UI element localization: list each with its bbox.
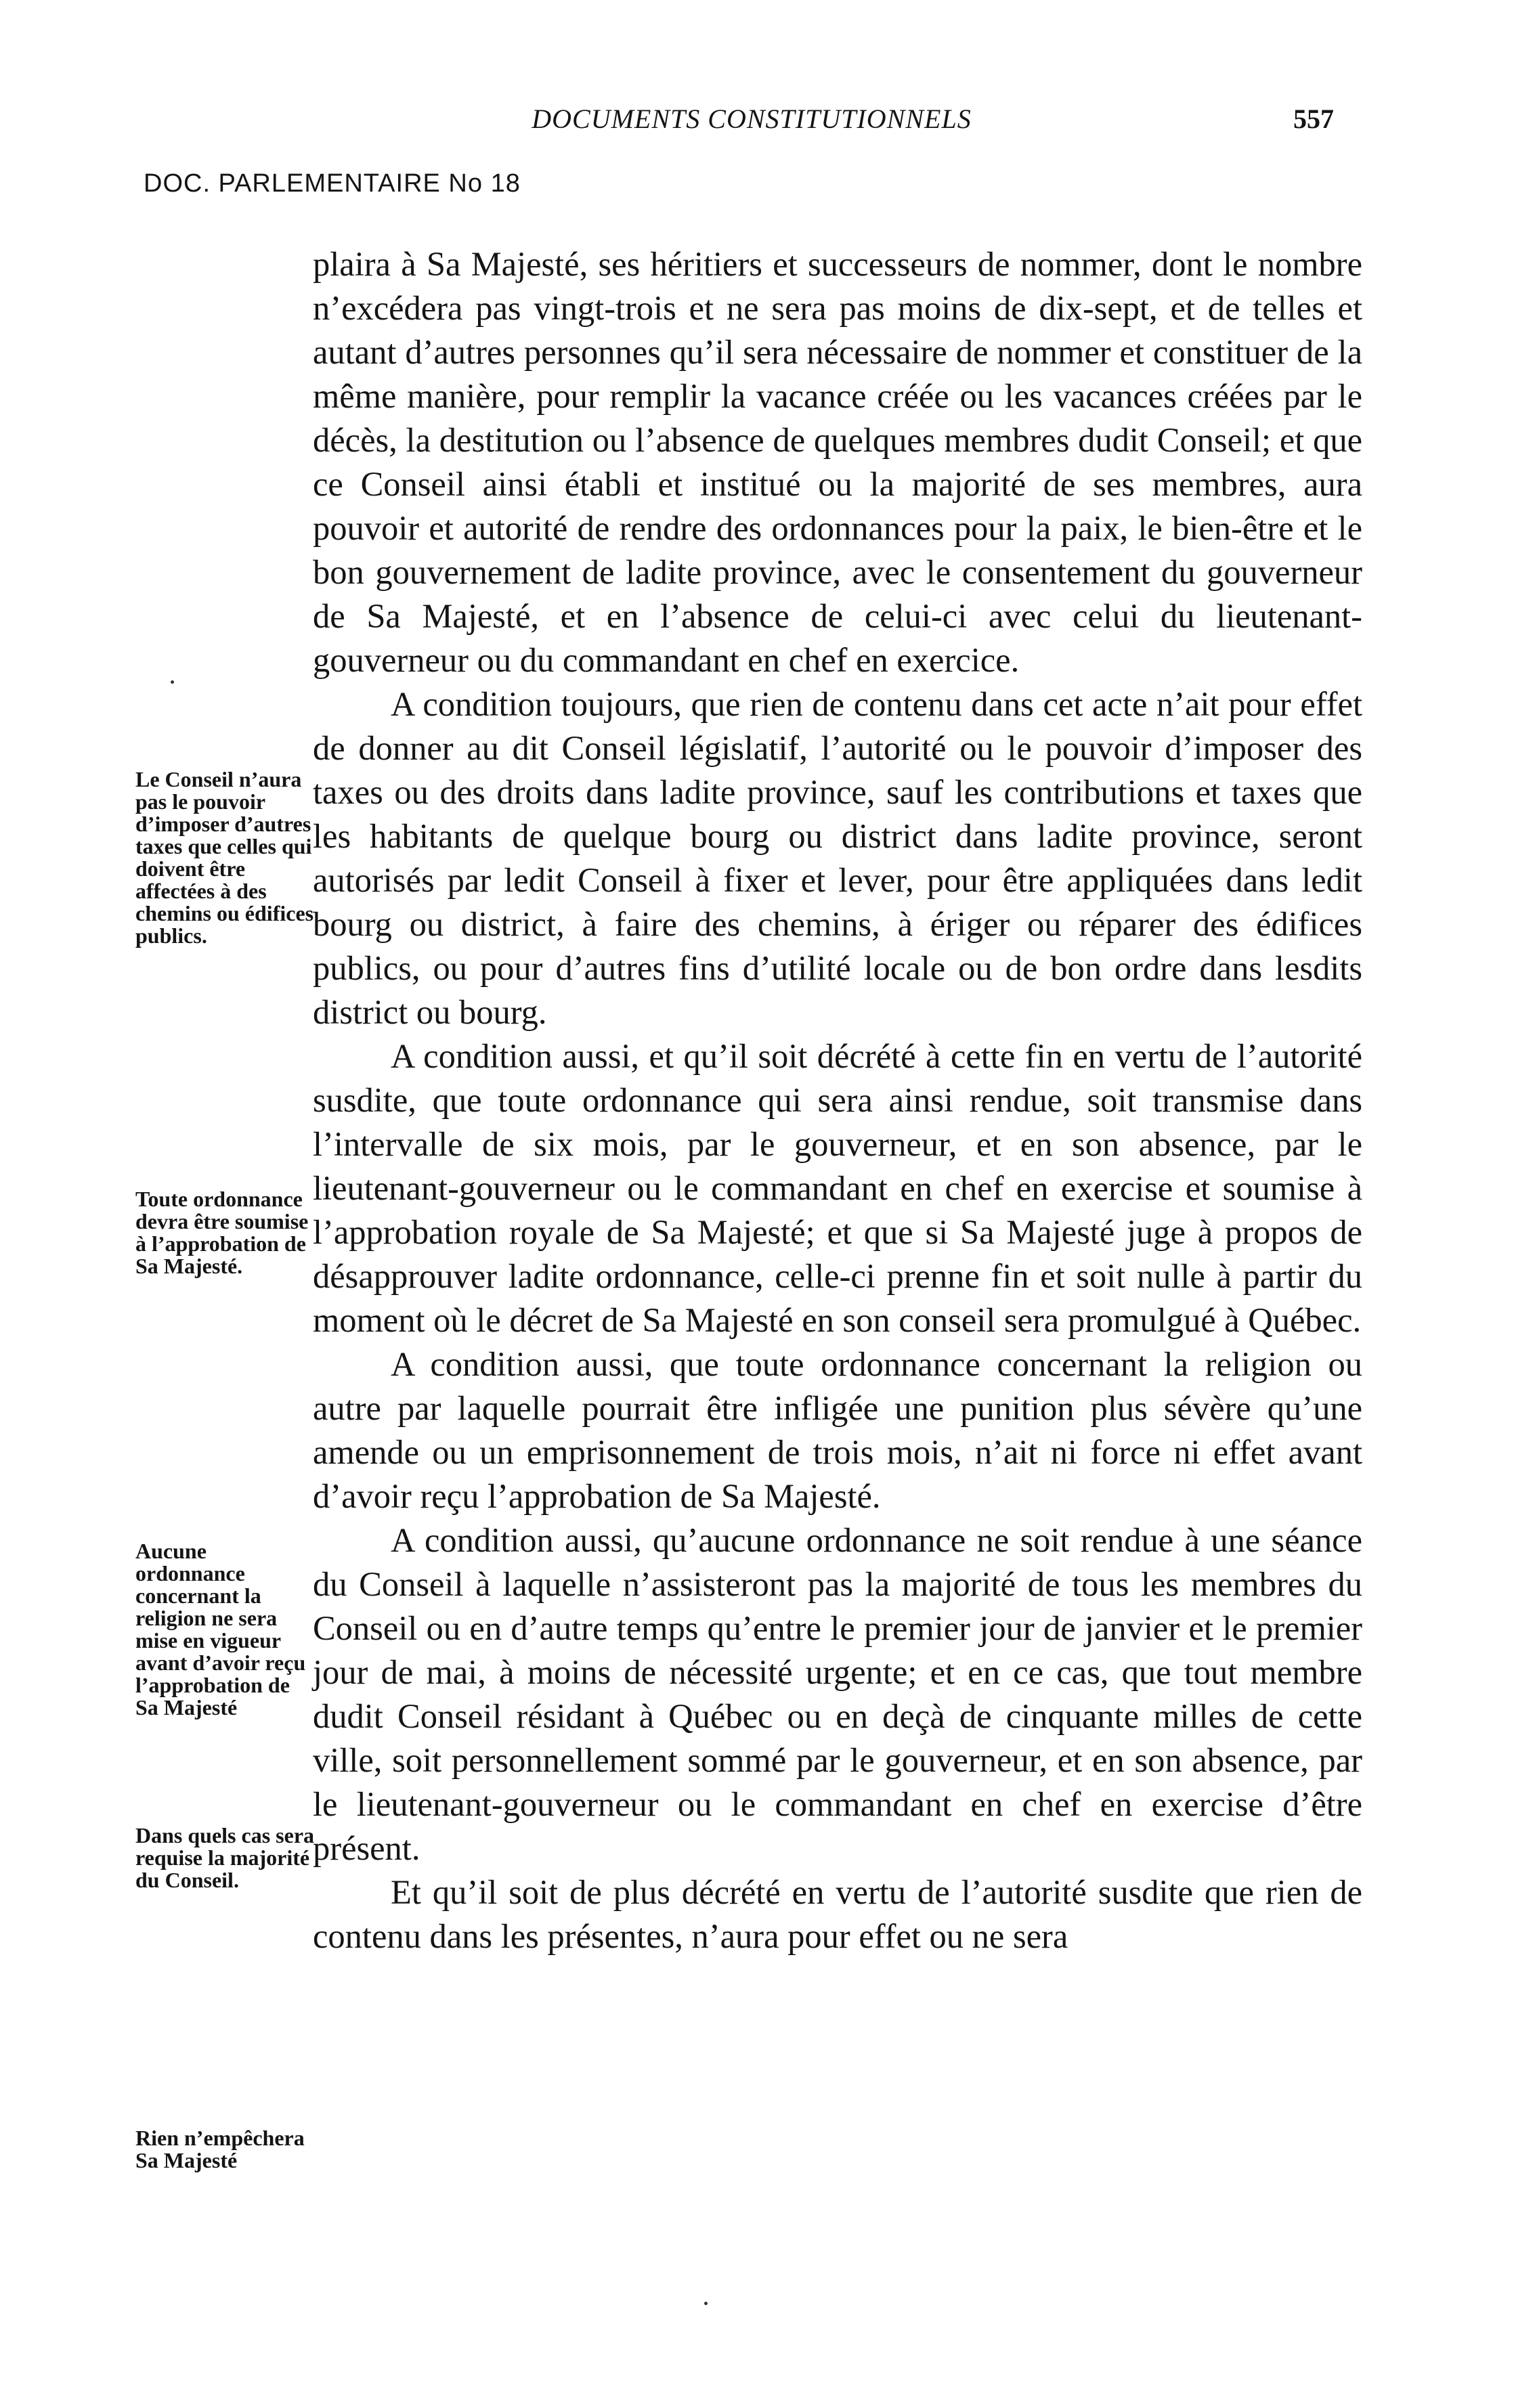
scan-speck: [171, 680, 174, 684]
body-text: [313, 242, 1362, 1958]
margin-note-rien-empechera: Rien n’empêchera Sa Majesté: [135, 2126, 305, 2172]
paragraph-ordonnance-approbation: A condition aussi, et qu’il soit décrété à cette fin en vertu de l’autorité susdite, que toute ordonnance qui sera ainsi rendue, soit transmise dans l’intervalle de six mois, par le gouverneur, et en son absence, par le lieutenant-gouverneur ou le commandant en chef en exercise et soumise à l’approbation royale de Sa Majesté; et que si Sa Majesté juge à propos de désapprouver ladite ordonnance, celle-ci prenne fin et soit nulle à partir du moment où le décret de Sa Majesté en son conseil sera promulgué à Québec.: [313, 1037, 1362, 1339]
paragraph-majorite: A condition aussi, qu’aucune ordonnance ne soit rendue à une séance du Conseil à laquelle n’assisteront pas la majorité de tous les membres du Conseil ou en d’autre temps qu’entre le premier jour de janvier et le premier jour de mai, à moins de nécessité urgente; et en ce cas, que tout membre dudit Conseil résidant à Québec ou en deçà de cinquante milles de cette ville, soit personnellement sommé par le gouverneur, et en son absence, par le lieutenant-gouverneur ou le commandant en chef en exercise d’être présent.: [313, 1521, 1362, 1867]
paragraph-continued: plaira à Sa Majesté, ses héritiers et successeurs de nommer, dont le nombre n’excédera pas vingt-trois et ne sera pas moins de dix-sept, et de telles et autant d’autres personnes qu’il sera nécessaire de nommer et constituer de la même manière, pour remplir la vacance créée ou les vacances créées par le décès, la destitution ou l’absence de quelques membres dudit Conseil; et que ce Conseil ainsi établi et institué ou la majorité de ses membres, aura pouvoir et autorité de rendre des ordonnances pour la paix, le bien-être et le bon gouvernement de ladite province, avec le consentement du gouverneur de Sa Majesté, et en l’absence de celui-ci avec celui du lieutenant-gouverneur ou du commandant en chef en exercice.: [313, 245, 1362, 679]
paragraph-religion: A condition aussi, que toute ordonnance concernant la religion ou autre par laquelle pourrait être infligée une punition plus sévère qu’une amende ou un emprisonnement de trois mois, n’ait ni force ni effet avant d’avoir reçu l’approbation de Sa Majesté.: [313, 1345, 1362, 1515]
running-title: DOCUMENTS CONSTITUTIONNELS: [532, 104, 972, 134]
margin-note-religion: Aucune ordonnance concernant la religion ne sera mise en vigueur avant d’avoir reçu l’approbation de Sa Majesté: [135, 1539, 306, 1720]
scan-speck: [704, 2302, 708, 2305]
margin-note-majorite: Dans quels cas sera requise la majorité du Conseil.: [135, 1823, 315, 1892]
document-reference: DOC. PARLEMENTAIRE No 18: [144, 169, 521, 198]
paragraph-rien-empechera: Et qu’il soit de plus décrété en vertu de l’autorité susdite que rien de contenu dans les présentes, n’aura pour effet ou ne sera: [313, 1873, 1362, 1955]
page-number: 557: [1293, 104, 1334, 134]
margin-note-approbation: Toute ordonnance devra être soumise à l’approbation de Sa Majesté.: [135, 1187, 309, 1278]
margin-note-taxes: Le Conseil n’aura pas le pouvoir d’imposer d’autres taxes que celles qui doivent être affectées à des chemins ou édifices publics.: [135, 767, 314, 948]
paragraph-taxes: A condition toujours, que rien de contenu dans cet acte n’ait pour effet de donner au dit Conseil législatif, l’autorité ou le pouvoir d’imposer des taxes ou des droits dans ladite province, sauf les contributions et taxes que les habitants de quelque bourg ou district dans ladite province, seront autorisés par ledit Conseil à fixer et lever, pour être appliquées dans ledit bourg ou district, à faire des chemins, à ériger ou réparer des édifices publics, ou pour d’autres fins d’utilité locale ou de bon ordre dans lesdits district ou bourg.: [313, 685, 1362, 1031]
